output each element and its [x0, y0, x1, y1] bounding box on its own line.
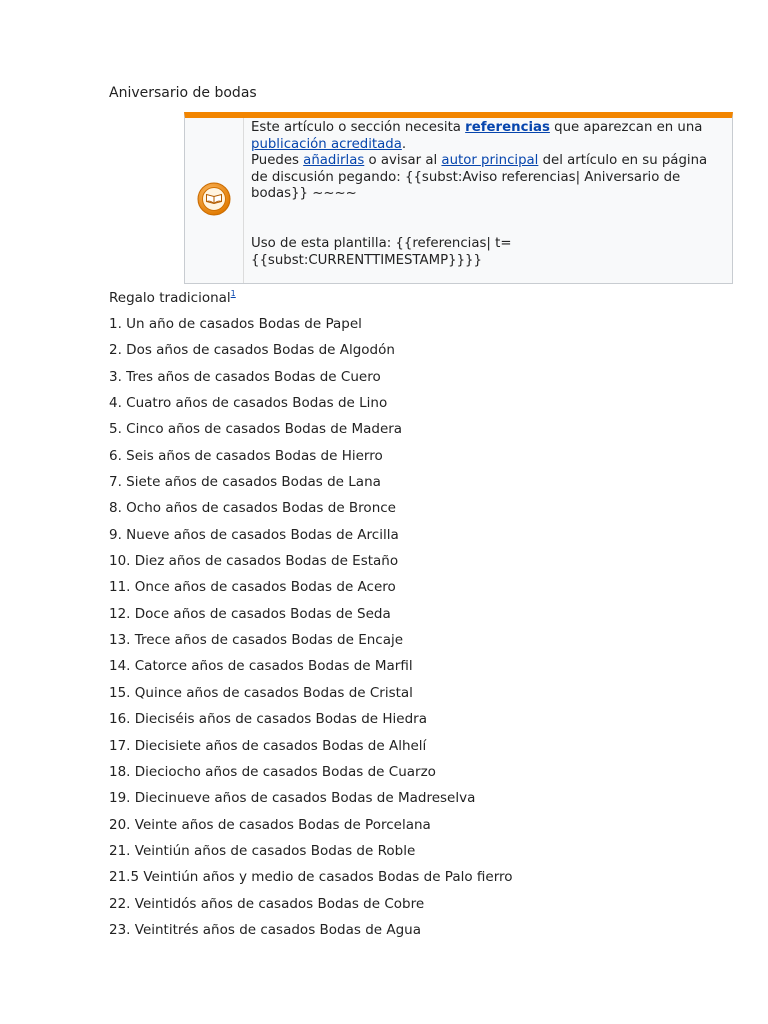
list-item: 23. Veintitrés años de casados Bodas de Agua	[109, 921, 422, 938]
references-notice-box	[184, 112, 733, 284]
list-item: 17. Diecisiete años de casados Bodas de Alhelí	[109, 737, 427, 754]
list-item: 4. Cuatro años de casados Bodas de Lino	[109, 395, 388, 412]
list-item: 3. Tres años de casados Bodas de Cuero	[109, 368, 381, 385]
notice-text-4: Puedes	[251, 153, 304, 169]
list-item: 12. Doce años de casados Bodas de Seda	[109, 605, 391, 622]
list-item: 6. Seis años de casados Bodas de Hierro	[109, 447, 383, 464]
list-item: 14. Catorce años de casados Bodas de Marfil	[109, 658, 413, 675]
list-item: 11. Once años de casados Bodas de Acero	[109, 579, 396, 596]
footnote-link[interactable]: 1	[230, 289, 236, 298]
section-heading	[109, 286, 236, 306]
list-item: 15. Quince años de casados Bodas de Cristal	[109, 684, 413, 701]
notice-text-6: del artículo en su página de discusión pegando: {{subst:Aviso referencias| Aniversario de bodas}} ~~~~	[251, 153, 708, 202]
link-referencias[interactable]: referencias	[465, 120, 550, 135]
notice-text-5: o avisar al	[364, 153, 442, 169]
list-item: 21. Veintiún años de casados Bodas de Roble	[109, 842, 416, 859]
notice-paragraph	[251, 120, 721, 203]
page-title: Aniversario de bodas	[109, 85, 257, 101]
list-item: 9. Nueve años de casados Bodas de Arcilla	[109, 526, 399, 543]
list-item: 16. Dieciséis años de casados Bodas de Hiedra	[109, 711, 427, 728]
link-anadirlas[interactable]: añadirlas	[303, 153, 365, 169]
list-item: 7. Siete años de casados Bodas de Lana	[109, 474, 381, 491]
list-item: 13. Trece años de casados Bodas de Encaje	[109, 632, 404, 649]
list-item: 18. Dieciocho años de casados Bodas de Cuarzo	[109, 763, 436, 780]
anniversary-list	[109, 311, 513, 943]
list-item: 19. Diecinueve años de casados Bodas de Madreselva	[109, 790, 476, 807]
section-heading-label: Regalo tradicional	[109, 290, 231, 306]
list-item: 10. Diez años de casados Bodas de Estaño	[109, 553, 399, 570]
list-item: 5. Cinco años de casados Bodas de Madera	[109, 421, 403, 438]
notice-text	[251, 120, 721, 269]
list-item: 1. Un año de casados Bodas de Papel	[109, 316, 362, 332]
list-item: 20. Veinte años de casados Bodas de Porcelana	[109, 816, 431, 833]
notice-text-1: Este artículo o sección necesita	[251, 120, 466, 135]
list-item: 22. Veintidós años de casados Bodas de Cobre	[109, 895, 425, 912]
book-icon	[197, 182, 231, 216]
link-publicacion-acreditada[interactable]: publicación acreditada	[251, 136, 402, 152]
notice-text-2: que aparezcan en una	[549, 120, 703, 135]
list-item: 21.5 Veintiún años y medio de casados Bodas de Palo fierro	[109, 869, 513, 886]
notice-text-3: .	[401, 136, 407, 152]
template-usage: Uso de esta plantilla: {{referencias| t={{subst:CURRENTTIMESTAMP}}}}	[251, 235, 512, 268]
link-autor-principal[interactable]: autor principal	[441, 153, 539, 169]
list-item: 8. Ocho años de casados Bodas de Bronce	[109, 500, 396, 517]
list-item: 2. Dos años de casados Bodas de Algodón	[109, 342, 395, 359]
notice-divider	[243, 118, 244, 283]
